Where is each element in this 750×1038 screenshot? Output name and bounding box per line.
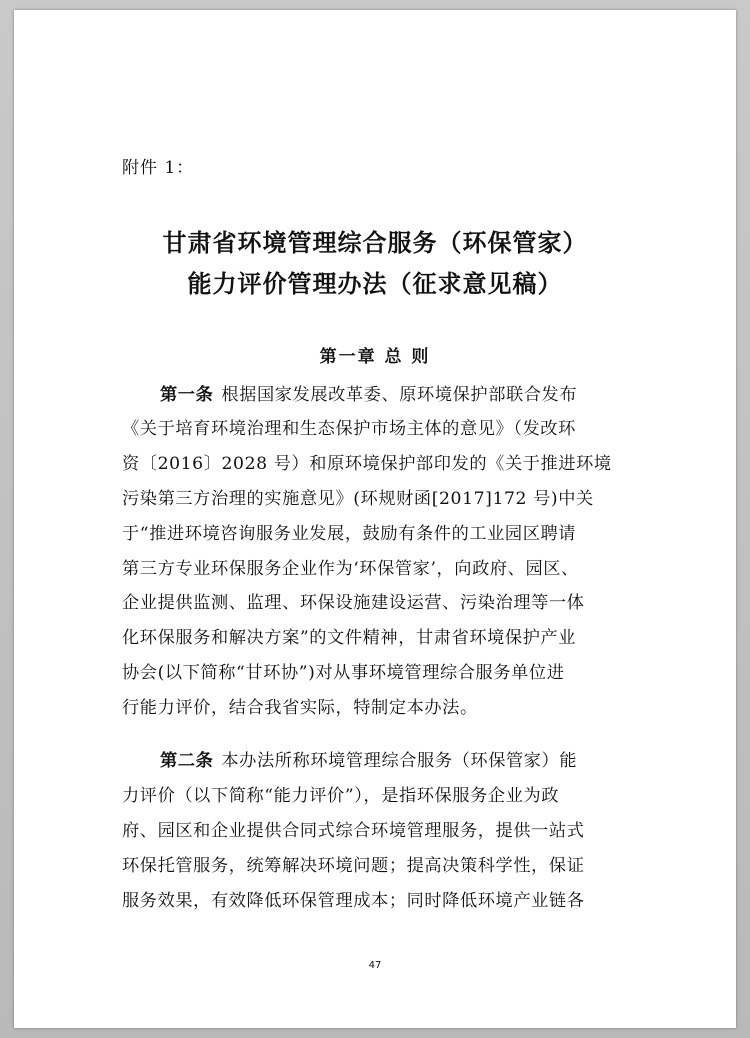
article-1-line-5: 于“推进环境咨询服务业发展，鼓励有条件的工业园区聘请 <box>122 524 577 544</box>
article-1-line-10: 行能力评价，结合我省实际，特制定本办法。 <box>122 698 478 718</box>
article-1-line-8: 化环保服务和解决方案”的文件精神，甘肃省环境保护产业 <box>122 628 577 648</box>
page-number: 47 <box>368 960 382 971</box>
article-1-line-6: 第三方专业环保服务企业作为‘环保管家’，向政府、园区、 <box>122 559 579 579</box>
article-2-line-5: 服务效果，有效降低环保管理成本；同时降低环境产业链各 <box>122 891 585 911</box>
article-1-line-4: 污染第三方治理的实施意见》(环规财函[2017]172 号)中关 <box>122 489 594 509</box>
article-2-label: 第二条 <box>160 751 214 771</box>
article-1-label: 第一条 <box>160 385 214 405</box>
article-1-line-2: 《关于培育环境治理和生态保护市场主体的意见》（发改环 <box>122 419 576 439</box>
article-2-line-2: 力评价（以下简称“能力评价”），是指环保服务企业为政 <box>122 786 560 806</box>
article-2-text: 本办法所称环境管理综合服务（环保管家）能 <box>221 751 578 771</box>
chapter-heading: 第一章 总 则 <box>319 347 431 367</box>
article-1-line-1 <box>160 380 626 405</box>
document-title-line-2: 能力评价管理办法（征求意见稿） <box>187 270 563 298</box>
annex-label: 附件 1： <box>122 158 195 178</box>
article-1-line-3: 资〔2016〕2028 号）和原环境保护部印发的《关于推进环境 <box>122 454 612 474</box>
article-1-line-7: 企业提供监测、监理、环保设施建设运营、污染治理等一体 <box>122 593 585 613</box>
article-2-line-4: 环保托管服务，统筹解决环境问题；提高决策科学性，保证 <box>122 856 585 876</box>
article-1-text: 根据国家发展改革委、原环境保护部联合发布 <box>221 385 578 405</box>
article-1-line-9: 协会(以下简称“甘环协”)对从事环境管理综合服务单位进 <box>122 663 565 683</box>
article-2-line-3: 府、园区和企业提供合同式综合环境管理服务，提供一站式 <box>122 821 585 841</box>
document-page <box>14 10 736 1028</box>
article-2-line-1 <box>160 746 626 771</box>
document-title-line-1: 甘肃省环境管理综合服务（环保管家） <box>162 229 588 257</box>
